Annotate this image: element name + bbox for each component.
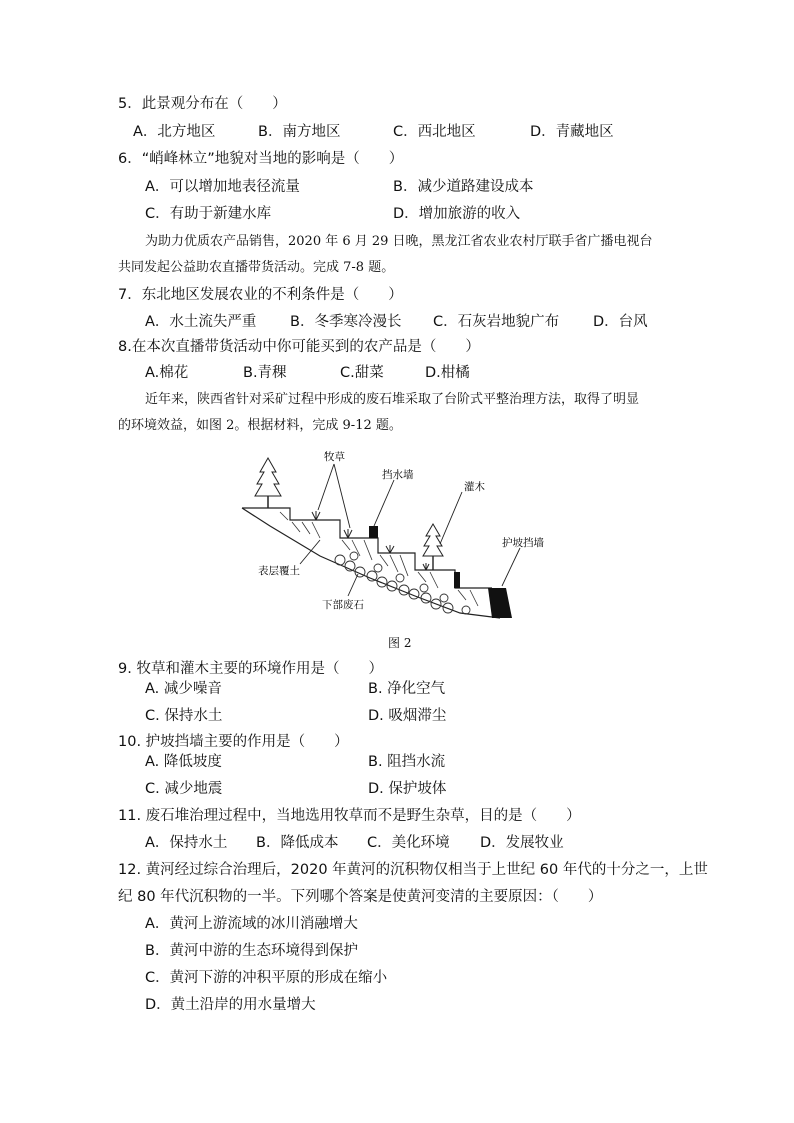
water-retaining-wall (369, 526, 378, 538)
q7-option-d: D．台风 (593, 314, 648, 330)
figure-2-slope-diagram (230, 448, 544, 628)
q12-option-c: C．黄河下游的冲积平原的形成在缩小 (145, 970, 388, 986)
q12-option-a: A．黄河上游流域的冰川消融增大 (145, 916, 358, 932)
q5-option-a: A．北方地区 (133, 124, 216, 140)
question-10-stem: 10. 护坡挡墙主要的作用是（ ） (118, 734, 349, 750)
q12-option-b: B．黄河中游的生态环境得到保护 (145, 943, 358, 959)
label-topsoil: 表层覆土 (258, 565, 300, 577)
q6-option-a: A．可以增加地表径流量 (145, 179, 300, 195)
q6-option-b: B．减少道路建设成本 (393, 179, 534, 195)
figure-caption: 图 2 (388, 636, 412, 650)
question-7-stem: 7．东北地区发展农业的不利条件是（ ） (118, 287, 403, 303)
q11-option-c: C．美化环境 (367, 835, 450, 851)
question-9-stem: 9. 牧草和灌木主要的环境作用是（ ） (118, 661, 383, 677)
q11-option-a: A．保持水土 (145, 835, 228, 851)
intro-7-8-line-2: 共同发起公益助农直播带货活动。完成 7-8 题。 (118, 260, 395, 275)
q8-option-c: C.甜菜 (340, 365, 384, 381)
label-waste-rock: 下部废石 (322, 599, 364, 611)
q6-option-d: D．增加旅游的收入 (393, 206, 521, 222)
question-5-stem: 5．此景观分布在（ ） (118, 96, 287, 112)
q8-option-b: B.青稞 (243, 365, 287, 381)
q7-option-c: C．石灰岩地貌广布 (433, 314, 560, 330)
q10-option-a: A. 降低坡度 (145, 754, 222, 770)
label-grass: 牧草 (324, 451, 345, 463)
q5-option-b: B．南方地区 (258, 124, 341, 140)
q10-option-c: C. 减少地震 (145, 781, 223, 797)
intro-9-12-line-1: 近年来，陕西省针对采矿过程中形成的废石堆采取了台阶式平整治理方法，取得了明显 (145, 392, 640, 407)
q10-option-d: D. 保护坡体 (368, 781, 447, 797)
q6-option-c: C．有助于新建水库 (145, 206, 272, 222)
label-water-wall: 挡水墙 (382, 469, 414, 481)
topsoil-hatching (280, 512, 478, 606)
q8-option-d: D.柑橘 (425, 365, 470, 381)
question-8-stem: 8.在本次直播带货活动中你可能买到的农产品是（ ） (118, 339, 480, 355)
slope-protection-wall (488, 588, 512, 618)
intro-7-8-line-1: 为助力优质农产品销售，2020 年 6 月 29 日晚，黑龙江省农业农村厅联手省广播电视台 (145, 234, 653, 249)
slope-base-line (242, 508, 500, 618)
q11-option-d: D．发展牧业 (480, 835, 564, 851)
q9-option-a: A. 减少噪音 (145, 681, 222, 697)
q7-option-b: B．冬季寒冷漫长 (290, 314, 402, 330)
question-11-stem: 11. 废石堆治理过程中，当地选用牧草而不是野生杂草，目的是（ ） (118, 808, 581, 824)
leader-lines (300, 464, 520, 596)
slope-shape (242, 508, 500, 618)
tree-left-icon (255, 458, 281, 508)
q12-option-d: D．黄土沿岸的用水量增大 (145, 997, 316, 1013)
q5-option-d: D．青藏地区 (530, 124, 614, 140)
question-6-stem: 6．“峭峰林立”地貌对当地的影响是（ ） (118, 151, 404, 167)
question-12-stem-line-2: 纪 80 年代沉积物的一半。下列哪个答案是使黄河变清的主要原因：（ ） (118, 889, 603, 905)
intro-9-12-line-2: 的环境效益，如图 2。根据材料，完成 9-12 题。 (118, 418, 402, 433)
q8-option-a: A.棉花 (145, 365, 189, 381)
q11-option-b: B．降低成本 (256, 835, 339, 851)
question-12-stem-line-1: 12. 黄河经过综合治理后，2020 年黄河的沉积物仅相当于上世纪 60 年代的十分之一，上世 (118, 862, 708, 878)
q5-option-c: C．西北地区 (393, 124, 476, 140)
q9-option-b: B. 净化空气 (368, 681, 446, 697)
q10-option-b: B. 阻挡水流 (368, 754, 446, 770)
label-retaining-wall: 护坡挡墙 (502, 537, 544, 549)
q9-option-d: D. 吸烟滞尘 (368, 708, 447, 724)
q7-option-a: A．水土流失严重 (145, 314, 257, 330)
label-shrub: 灌木 (464, 481, 485, 493)
q9-option-c: C. 保持水土 (145, 708, 223, 724)
water-retaining-wall-2 (454, 572, 460, 588)
